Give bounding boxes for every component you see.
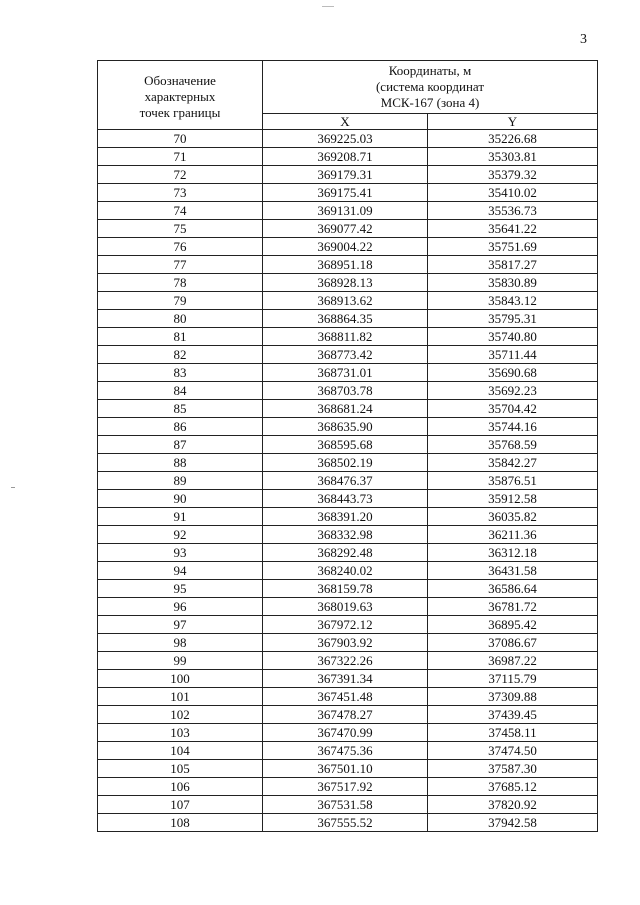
table-row bbox=[98, 130, 598, 148]
y-coordinate-cell: 35410.02 bbox=[428, 184, 598, 202]
table-row bbox=[98, 220, 598, 238]
table-row bbox=[98, 544, 598, 562]
table-row bbox=[98, 580, 598, 598]
point-id-cell: 93 bbox=[98, 544, 263, 562]
point-id-cell: 73 bbox=[98, 184, 263, 202]
table-row bbox=[98, 796, 598, 814]
x-coordinate-cell: 367470.99 bbox=[263, 724, 428, 742]
x-coordinate-cell: 368913.62 bbox=[263, 292, 428, 310]
scan-mark-top bbox=[322, 6, 334, 7]
x-coordinate-cell: 367451.48 bbox=[263, 688, 428, 706]
table-row bbox=[98, 490, 598, 508]
table-row bbox=[98, 562, 598, 580]
x-coordinate-cell: 368681.24 bbox=[263, 400, 428, 418]
point-id-cell: 107 bbox=[98, 796, 263, 814]
y-coordinate-cell: 36312.18 bbox=[428, 544, 598, 562]
x-coordinate-cell: 369208.71 bbox=[263, 148, 428, 166]
table-row bbox=[98, 634, 598, 652]
table-row bbox=[98, 598, 598, 616]
x-coordinate-cell: 368928.13 bbox=[263, 274, 428, 292]
table-row bbox=[98, 616, 598, 634]
point-id-cell: 91 bbox=[98, 508, 263, 526]
point-id-cell: 89 bbox=[98, 472, 263, 490]
table-row bbox=[98, 688, 598, 706]
y-coordinate-cell: 35751.69 bbox=[428, 238, 598, 256]
x-coordinate-cell: 369004.22 bbox=[263, 238, 428, 256]
point-id-cell: 96 bbox=[98, 598, 263, 616]
x-coordinate-cell: 369175.41 bbox=[263, 184, 428, 202]
y-coordinate-cell: 35536.73 bbox=[428, 202, 598, 220]
x-coordinate-cell: 367475.36 bbox=[263, 742, 428, 760]
table-row bbox=[98, 652, 598, 670]
header-point-line: Обозначение bbox=[144, 73, 216, 88]
table-row bbox=[98, 454, 598, 472]
header-x: X bbox=[263, 114, 428, 130]
y-coordinate-cell: 35704.42 bbox=[428, 400, 598, 418]
y-coordinate-cell: 35690.68 bbox=[428, 364, 598, 382]
scan-mark-left bbox=[11, 487, 15, 488]
point-id-cell: 102 bbox=[98, 706, 263, 724]
table-row bbox=[98, 778, 598, 796]
y-coordinate-cell: 35876.51 bbox=[428, 472, 598, 490]
point-id-cell: 77 bbox=[98, 256, 263, 274]
table-row bbox=[98, 706, 598, 724]
x-coordinate-cell: 368476.37 bbox=[263, 472, 428, 490]
page-number: 3 bbox=[580, 32, 587, 47]
x-coordinate-cell: 368635.90 bbox=[263, 418, 428, 436]
point-id-cell: 79 bbox=[98, 292, 263, 310]
y-coordinate-cell: 37685.12 bbox=[428, 778, 598, 796]
x-coordinate-cell: 369077.42 bbox=[263, 220, 428, 238]
y-coordinate-cell: 37942.58 bbox=[428, 814, 598, 832]
y-coordinate-cell: 37820.92 bbox=[428, 796, 598, 814]
header-coordinates bbox=[263, 61, 598, 114]
x-coordinate-cell: 369225.03 bbox=[263, 130, 428, 148]
table-row bbox=[98, 436, 598, 454]
point-id-cell: 95 bbox=[98, 580, 263, 598]
y-coordinate-cell: 37309.88 bbox=[428, 688, 598, 706]
y-coordinate-cell: 35303.81 bbox=[428, 148, 598, 166]
y-coordinate-cell: 35842.27 bbox=[428, 454, 598, 472]
point-id-cell: 81 bbox=[98, 328, 263, 346]
table-row bbox=[98, 508, 598, 526]
point-id-cell: 101 bbox=[98, 688, 263, 706]
x-coordinate-cell: 367555.52 bbox=[263, 814, 428, 832]
point-id-cell: 78 bbox=[98, 274, 263, 292]
point-id-cell: 71 bbox=[98, 148, 263, 166]
table-row bbox=[98, 526, 598, 544]
header-point-designation bbox=[98, 61, 263, 130]
x-coordinate-cell: 369131.09 bbox=[263, 202, 428, 220]
x-coordinate-cell: 368773.42 bbox=[263, 346, 428, 364]
y-coordinate-cell: 36586.64 bbox=[428, 580, 598, 598]
x-coordinate-cell: 367322.26 bbox=[263, 652, 428, 670]
x-coordinate-cell: 367903.92 bbox=[263, 634, 428, 652]
table-row bbox=[98, 238, 598, 256]
table-row bbox=[98, 148, 598, 166]
y-coordinate-cell: 37439.45 bbox=[428, 706, 598, 724]
header-y: Y bbox=[428, 114, 598, 130]
point-id-cell: 70 bbox=[98, 130, 263, 148]
x-coordinate-cell: 368159.78 bbox=[263, 580, 428, 598]
table-row bbox=[98, 400, 598, 418]
y-coordinate-cell: 35830.89 bbox=[428, 274, 598, 292]
x-coordinate-cell: 367391.34 bbox=[263, 670, 428, 688]
point-id-cell: 84 bbox=[98, 382, 263, 400]
y-coordinate-cell: 35744.16 bbox=[428, 418, 598, 436]
table-row bbox=[98, 670, 598, 688]
x-coordinate-cell: 368332.98 bbox=[263, 526, 428, 544]
point-id-cell: 108 bbox=[98, 814, 263, 832]
header-coords-line: Координаты, м bbox=[388, 63, 472, 78]
x-coordinate-cell: 368019.63 bbox=[263, 598, 428, 616]
x-coordinate-cell: 368811.82 bbox=[263, 328, 428, 346]
table-row bbox=[98, 418, 598, 436]
point-id-cell: 85 bbox=[98, 400, 263, 418]
x-coordinate-cell: 368443.73 bbox=[263, 490, 428, 508]
y-coordinate-cell: 37086.67 bbox=[428, 634, 598, 652]
point-id-cell: 92 bbox=[98, 526, 263, 544]
y-coordinate-cell: 35226.68 bbox=[428, 130, 598, 148]
y-coordinate-cell: 35711.44 bbox=[428, 346, 598, 364]
table-row bbox=[98, 742, 598, 760]
table-row bbox=[98, 256, 598, 274]
y-coordinate-cell: 35843.12 bbox=[428, 292, 598, 310]
y-coordinate-cell: 36431.58 bbox=[428, 562, 598, 580]
y-coordinate-cell: 35912.58 bbox=[428, 490, 598, 508]
x-coordinate-cell: 368240.02 bbox=[263, 562, 428, 580]
y-coordinate-cell: 35379.32 bbox=[428, 166, 598, 184]
table-row bbox=[98, 364, 598, 382]
point-id-cell: 99 bbox=[98, 652, 263, 670]
point-id-cell: 76 bbox=[98, 238, 263, 256]
table-row bbox=[98, 184, 598, 202]
y-coordinate-cell: 36211.36 bbox=[428, 526, 598, 544]
y-coordinate-cell: 36987.22 bbox=[428, 652, 598, 670]
point-id-cell: 94 bbox=[98, 562, 263, 580]
x-coordinate-cell: 368502.19 bbox=[263, 454, 428, 472]
point-id-cell: 97 bbox=[98, 616, 263, 634]
y-coordinate-cell: 36895.42 bbox=[428, 616, 598, 634]
table-row bbox=[98, 274, 598, 292]
y-coordinate-cell: 36781.72 bbox=[428, 598, 598, 616]
x-coordinate-cell: 367517.92 bbox=[263, 778, 428, 796]
point-id-cell: 75 bbox=[98, 220, 263, 238]
header-coords-line: (система координат bbox=[375, 79, 485, 94]
header-point-line: точек границы bbox=[139, 105, 221, 120]
header-coords-line: МСК-167 (зона 4) bbox=[380, 95, 480, 110]
x-coordinate-cell: 369179.31 bbox=[263, 166, 428, 184]
point-id-cell: 80 bbox=[98, 310, 263, 328]
point-id-cell: 88 bbox=[98, 454, 263, 472]
x-coordinate-cell: 368731.01 bbox=[263, 364, 428, 382]
table-row bbox=[98, 724, 598, 742]
y-coordinate-cell: 37587.30 bbox=[428, 760, 598, 778]
point-id-cell: 100 bbox=[98, 670, 263, 688]
y-coordinate-cell: 37115.79 bbox=[428, 670, 598, 688]
x-coordinate-cell: 367531.58 bbox=[263, 796, 428, 814]
y-coordinate-cell: 37474.50 bbox=[428, 742, 598, 760]
point-id-cell: 90 bbox=[98, 490, 263, 508]
point-id-cell: 74 bbox=[98, 202, 263, 220]
point-id-cell: 103 bbox=[98, 724, 263, 742]
table-row bbox=[98, 760, 598, 778]
point-id-cell: 82 bbox=[98, 346, 263, 364]
table-row bbox=[98, 166, 598, 184]
x-coordinate-cell: 368292.48 bbox=[263, 544, 428, 562]
table-row bbox=[98, 310, 598, 328]
header-point-line: характерных bbox=[144, 89, 216, 104]
table-row bbox=[98, 814, 598, 832]
y-coordinate-cell: 35817.27 bbox=[428, 256, 598, 274]
y-coordinate-cell: 37458.11 bbox=[428, 724, 598, 742]
y-coordinate-cell: 35740.80 bbox=[428, 328, 598, 346]
x-coordinate-cell: 368391.20 bbox=[263, 508, 428, 526]
table-row bbox=[98, 472, 598, 490]
point-id-cell: 104 bbox=[98, 742, 263, 760]
x-coordinate-cell: 367972.12 bbox=[263, 616, 428, 634]
table-body bbox=[98, 130, 598, 832]
y-coordinate-cell: 36035.82 bbox=[428, 508, 598, 526]
x-coordinate-cell: 368595.68 bbox=[263, 436, 428, 454]
y-coordinate-cell: 35795.31 bbox=[428, 310, 598, 328]
point-id-cell: 86 bbox=[98, 418, 263, 436]
coordinates-table bbox=[97, 60, 598, 832]
table-row bbox=[98, 346, 598, 364]
x-coordinate-cell: 368951.18 bbox=[263, 256, 428, 274]
point-id-cell: 87 bbox=[98, 436, 263, 454]
y-coordinate-cell: 35692.23 bbox=[428, 382, 598, 400]
point-id-cell: 98 bbox=[98, 634, 263, 652]
y-coordinate-cell: 35768.59 bbox=[428, 436, 598, 454]
point-id-cell: 83 bbox=[98, 364, 263, 382]
point-id-cell: 106 bbox=[98, 778, 263, 796]
table-row bbox=[98, 292, 598, 310]
point-id-cell: 72 bbox=[98, 166, 263, 184]
x-coordinate-cell: 368703.78 bbox=[263, 382, 428, 400]
table-row bbox=[98, 382, 598, 400]
point-id-cell: 105 bbox=[98, 760, 263, 778]
x-coordinate-cell: 368864.35 bbox=[263, 310, 428, 328]
table-row bbox=[98, 202, 598, 220]
x-coordinate-cell: 367478.27 bbox=[263, 706, 428, 724]
x-coordinate-cell: 367501.10 bbox=[263, 760, 428, 778]
table-row bbox=[98, 328, 598, 346]
table-header bbox=[98, 61, 598, 130]
y-coordinate-cell: 35641.22 bbox=[428, 220, 598, 238]
